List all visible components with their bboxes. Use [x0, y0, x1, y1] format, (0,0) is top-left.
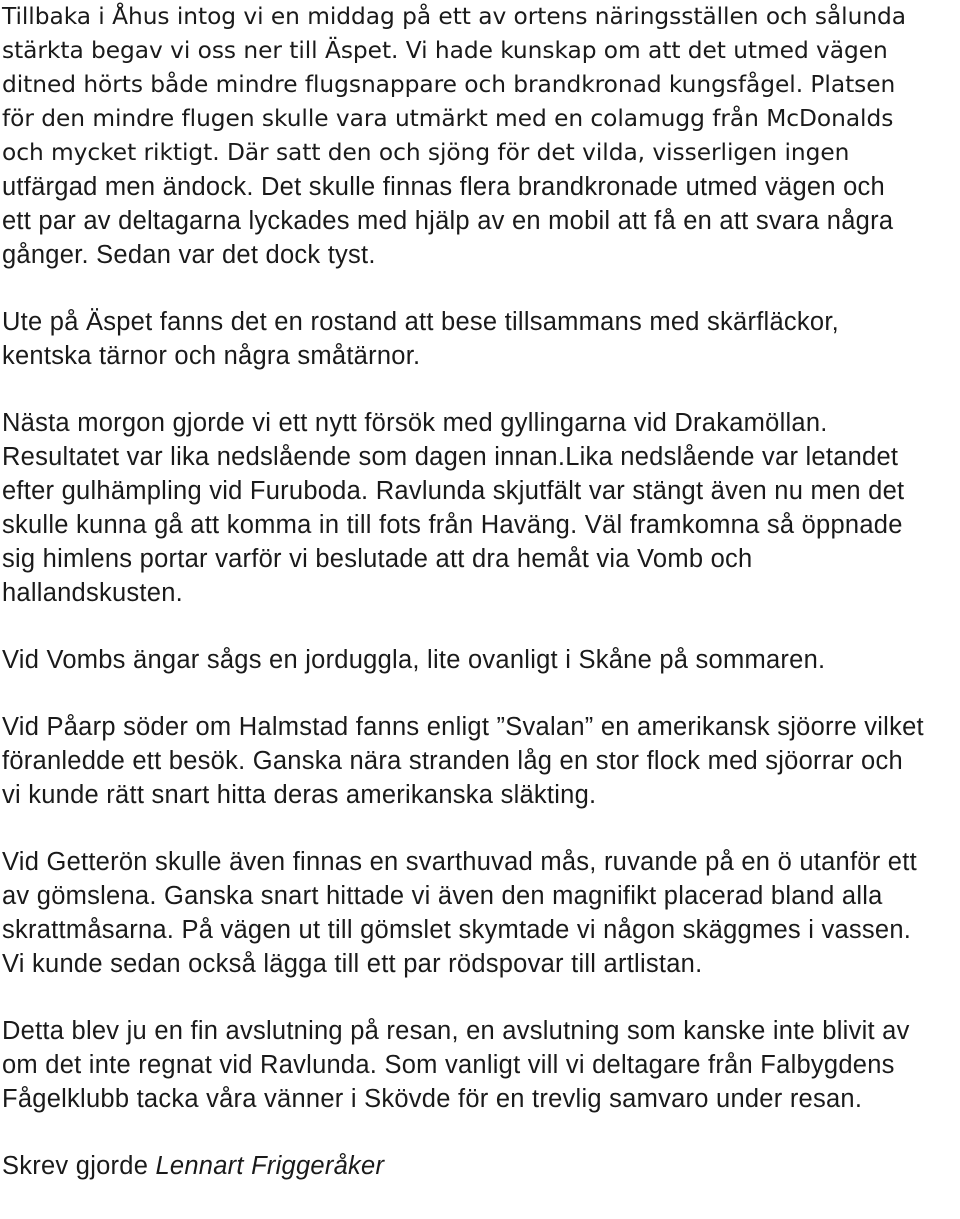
text-line: vi kunde rätt snart hitta deras amerikanska släkting. — [2, 781, 597, 809]
text-line: föranledde ett besök. Ganska nära stranden låg en stor flock med sjöorrar och — [2, 747, 903, 775]
text-line: Fågelklubb tacka våra vänner i Skövde för en trevlig samvaro under resan. — [2, 1085, 863, 1113]
text-line: av gömslena. Ganska snart hittade vi även den magnifikt placerad bland alla — [2, 882, 883, 910]
text-line: om det inte regnat vid Ravlunda. Som vanligt vill vi deltagare från Falbygdens — [2, 1051, 895, 1079]
paragraph-spacer — [2, 1116, 958, 1149]
paragraph-spacer — [2, 272, 958, 305]
signature-prefix: Skrev gjorde — [2, 1152, 156, 1180]
text-line: Ute på Äspet fanns det en rostand att bese tillsammans med skärfläckor, — [2, 308, 839, 336]
paragraph-spacer — [2, 677, 958, 710]
text-line: Vid Getterön skulle även finnas en svarthuvad mås, ruvande på en ö utanför ett — [2, 848, 917, 876]
paragraph-rostand — [2, 305, 958, 373]
text-line: kentska tärnor och några småtärnor. — [2, 342, 421, 370]
text-line: utfärgad men ändock. Det skulle finnas flera brandkronade utmed vägen och — [2, 173, 885, 201]
text-line: ett par av deltagarna lyckades med hjälp av en mobil att få en att svara några — [2, 207, 894, 235]
text-line: sig himlens portar varför vi beslutade att dra hemåt via Vomb och — [2, 545, 753, 573]
text-line: Resultatet var lika nedslående som dagen innan.Lika nedslående var letandet — [2, 443, 899, 471]
signature-line — [2, 1149, 958, 1183]
text-line: och mycket riktigt. Där satt den och sjöng för det vilda, visserligen ingen — [2, 139, 850, 166]
text-line: skulle kunna gå att komma in till fots från Haväng. Väl framkomna så öppnade — [2, 511, 903, 539]
paragraph-conclusion — [2, 1014, 958, 1116]
paragraph-vomb — [2, 643, 958, 677]
paragraph-spacer — [2, 610, 958, 643]
text-line: gånger. Sedan var det dock tyst. — [2, 241, 376, 269]
text-line: stärkta begav vi oss ner till Äspet. Vi hade kunskap om att det utmed vägen — [2, 37, 888, 64]
text-line: skrattmåsarna. På vägen ut till gömslet skymtade vi någon skäggmes i vassen. — [2, 916, 912, 944]
signature — [2, 1149, 958, 1183]
text-line: för den mindre flugen skulle vara utmärkt med en colamugg från McDonalds — [2, 105, 894, 132]
text-line: Vid Vombs ängar sågs en jorduggla, lite ovanligt i Skåne på sommaren. — [2, 646, 826, 674]
text-line: Detta blev ju en fin avslutning på resan, en avslutning som kanske inte blivit av — [2, 1017, 910, 1045]
text-line: hallandskusten. — [2, 579, 183, 607]
text-line: efter gulhämpling vid Furuboda. Ravlunda skjutfält var stängt även nu men det — [2, 477, 905, 505]
author-name: Lennart Friggeråker — [155, 1152, 385, 1180]
paragraph-drakamollan — [2, 406, 958, 610]
text-line: ditned hörts både mindre flugsnappare och brandkronad kungsfågel. Platsen — [2, 71, 896, 98]
text-line: Tillbaka i Åhus intog vi en middag på ett av ortens näringsställen och sålunda — [2, 3, 906, 30]
document-body — [2, 0, 958, 1183]
text-line: Vid Påarp söder om Halmstad fanns enligt ”Svalan” en amerikansk sjöorre vilket — [2, 713, 924, 741]
paragraph-paarp — [2, 710, 958, 812]
paragraph-aspet-visit — [2, 0, 958, 272]
text-line: Nästa morgon gjorde vi ett nytt försök med gyllingarna vid Drakamöllan. — [2, 409, 828, 437]
text-line: Vi kunde sedan också lägga till ett par rödspovar till artlistan. — [2, 950, 703, 978]
paragraph-getteron — [2, 845, 958, 981]
paragraph-spacer — [2, 812, 958, 845]
paragraph-spacer — [2, 981, 958, 1014]
paragraph-spacer — [2, 373, 958, 406]
